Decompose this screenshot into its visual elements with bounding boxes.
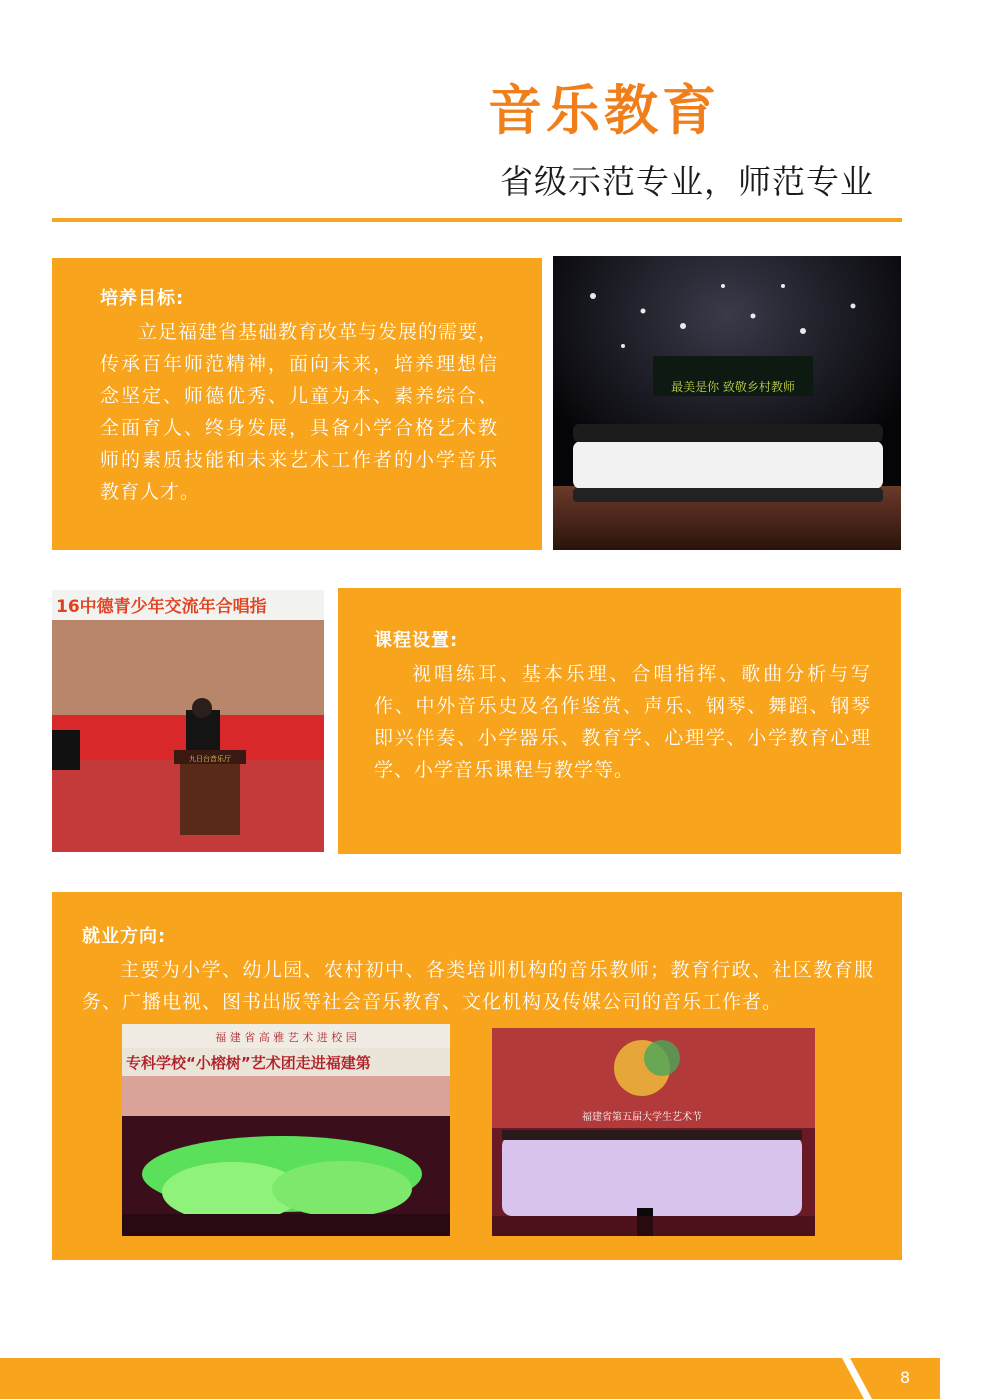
podium-sign-text: 九日台音乐厅 — [189, 755, 231, 763]
training-goals-panel — [52, 258, 542, 550]
employment-text: 主要为小学、幼儿园、农村初中、各类培训机构的音乐教师；教育行政、社区教育服务、广播电视、图书出版等社会音乐教育、文化机构及传媒公司的音乐工作者。 — [82, 959, 874, 1013]
conductor-podium-photo — [52, 590, 324, 852]
stage-banner-text: 最美是你 致敬乡村教师 — [671, 380, 795, 394]
footer-bar — [0, 1358, 940, 1399]
training-goals-text: 立足福建省基础教育改革与发展的需要，传承百年师范精神，面向未来，培养理想信念坚定、师德优秀、儿童为本、素养综合、全面育人、终身发展，具备小学合格艺术教师的素质技能和未来艺术工作者的小学音乐教育人才。 — [100, 321, 499, 503]
page-title: 音乐教育 — [488, 79, 720, 142]
dance-performance-photo — [122, 1024, 450, 1236]
page-number: 8 — [900, 1368, 911, 1387]
choir-banner-text: 福建省第五届大学生艺术节 — [582, 1112, 702, 1123]
page-subtitle: 省级示范专业，师范专业 — [500, 162, 874, 201]
stage-group-photo — [553, 256, 901, 550]
curriculum-heading: 课程设置: — [374, 630, 459, 651]
footer-slash-decoration — [842, 1358, 872, 1399]
curriculum-text: 视唱练耳、基本乐理、合唱指挥、歌曲分析与写作、中外音乐史及名作鉴赏、声乐、钢琴、舞蹈、钢琴即兴伴奏、小学器乐、教育学、心理学、小学教育心理学、小学音乐课程与教学等。 — [374, 663, 871, 781]
choir-performance-photo — [492, 1028, 815, 1236]
curriculum-panel — [338, 588, 901, 854]
conductor-banner-text: 16中德青少年交流年合唱指 — [56, 597, 267, 617]
employment-heading: 就业方向: — [82, 926, 167, 947]
training-goals-heading: 培养目标: — [100, 288, 185, 309]
header-divider — [52, 218, 902, 222]
dance-banner-line2: 专科学校“小榕树”艺术团走进福建第 — [126, 1054, 371, 1072]
dance-banner-line1: 福 建 省 高 雅 艺 术 进 校 园 — [215, 1031, 357, 1044]
